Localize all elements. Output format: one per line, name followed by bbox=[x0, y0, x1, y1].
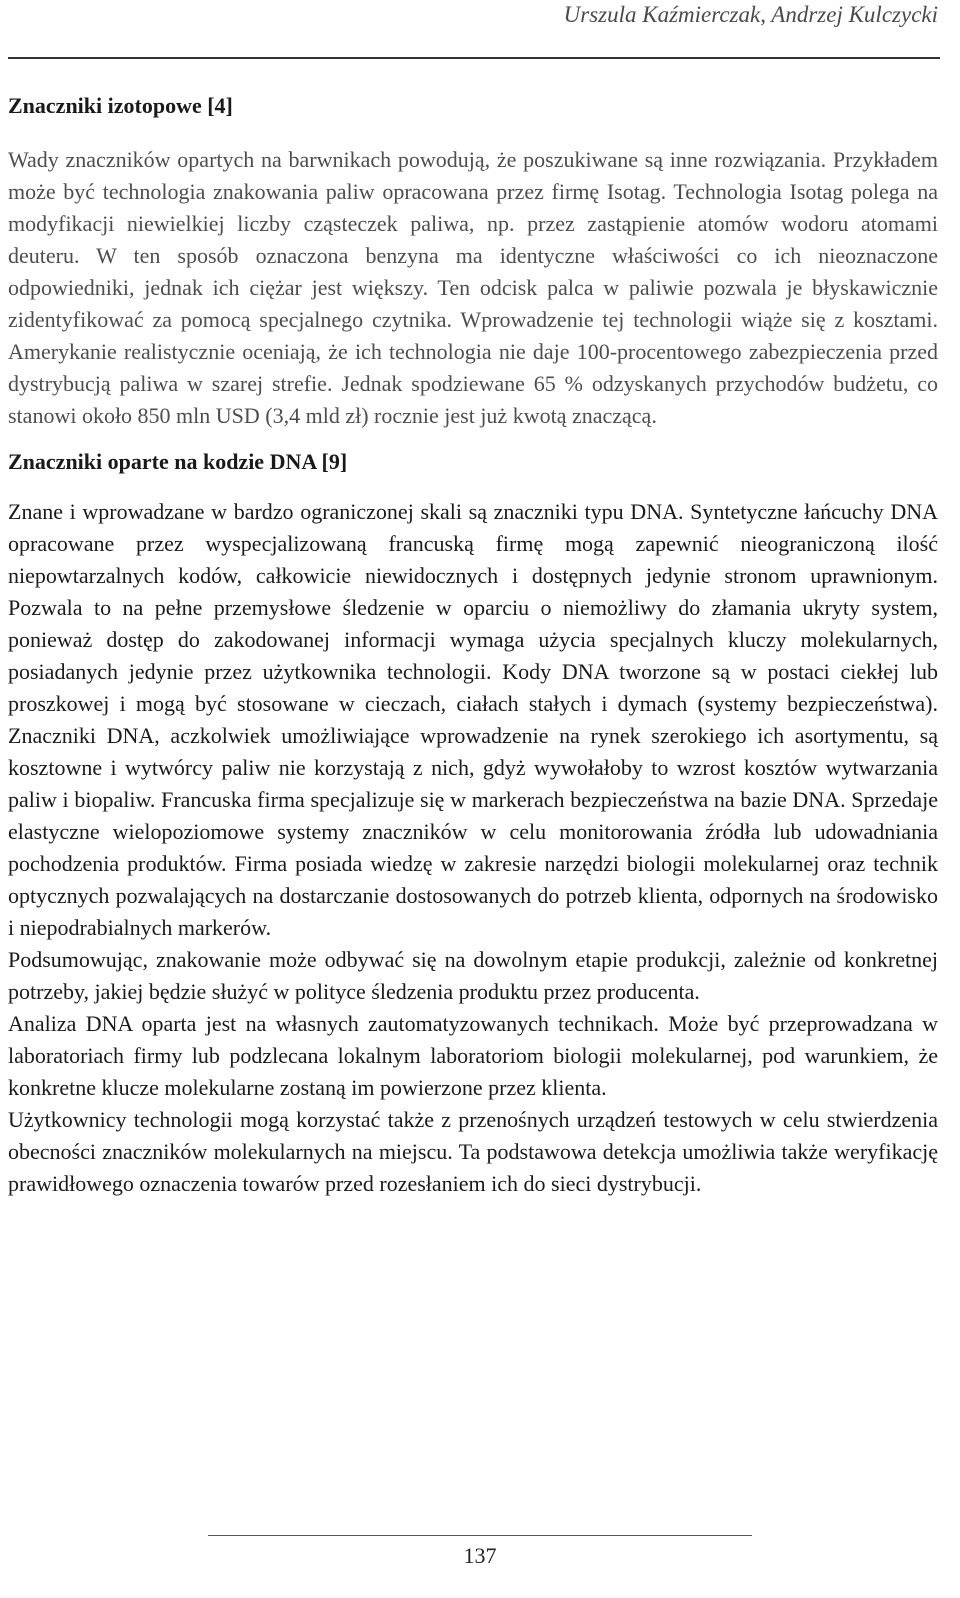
paragraph-dna-markers-4: Użytkownicy technologii mogą korzystać także z przenośnych urządzeń testowych w celu stwierdzenia obecności znaczników molekularnych na miejscu. Ta podstawowa detekcja umożliwia także weryfikację prawidłowego oznaczenia towarów przed rozesłaniem ich do sieci dystrybucji. bbox=[8, 1107, 938, 1196]
running-header-authors: Urszula Kaźmierczak, Andrzej Kulczycki bbox=[563, 2, 938, 27]
paragraph-dna-markers-1: Znane i wprowadzane w bardzo ograniczonej skali są znaczniki typu DNA. Syntetyczne łańcuchy DNA opracowane przez wyspecjalizowaną francuską firmę mogą zapewnić nieograniczoną ilość niepowtarzalnych kodów, całkowicie niewidocznych i dostępnych jedynie stronom uprawnionym. Pozwala to na pełne przemysłowe śledzenie w oparciu o niemożliwy do złamania ukryty system, ponieważ dostęp do zakodowanej informacji wymaga użycia specjalnych kluczy molekularnych, posiadanych jedynie przez użytkownika technologii. Kody DNA tworzone są w postaci ciekłej lub proszkowej i mogą być stosowane w cieczach, ciałach stałych i dymach (systemy bezpieczeństwa). Znaczniki DNA, aczkolwiek umożliwiające wprowadzenie na rynek szerokiego ich asortymentu, są kosztowne i wytwórcy paliw nie korzystają z nich, gdyż wywołałoby to wzrost kosztów wytwarzania paliw i biopaliw. Francuska firma specjalizuje się w markerach bezpieczeństwa na bazie DNA. Sprzedaje elastyczne wielopoziomowe systemy znaczników w celu monitorowania źródła lub udowadniania pochodzenia produktów. Firma posiada wiedzę w zakresie narzędzi biologii molekularnej oraz technik optycznych pozwalających na dostarczanie dostosowanych do potrzeb klienta, odpornych na środowisko i niepodrabialnych markerów. bbox=[8, 499, 938, 940]
page-body bbox=[8, 90, 938, 1200]
paragraph-dna-markers-2: Podsumowując, znakowanie może odbywać się na dowolnym etapie produkcji, zależnie od konkretnej potrzeby, jakiej będzie służyć w polityce śledzenia produktu przez producenta. bbox=[8, 947, 938, 1004]
section-title-dna-markers: Znaczniki oparte na kodzie DNA [9] bbox=[8, 449, 348, 474]
header-divider bbox=[8, 57, 940, 59]
footer-divider bbox=[208, 1535, 752, 1536]
section-title-isotope-markers: Znaczniki izotopowe [4] bbox=[8, 93, 233, 118]
paragraph-isotope-markers: Wady znaczników opartych na barwnikach powodują, że poszukiwane są inne rozwiązania. Przykładem może być technologia znakowania paliw opracowana przez firmę Isotag. Technologia Isotag polega na modyfikacji niewielkiej liczby cząsteczek paliwa, np. przez zastąpienie atomów wodoru atomami deuteru. W ten sposób oznaczona benzyna ma identyczne właściwości co ich nieoznaczone odpowiedniki, jednak ich ciężar jest większy. Ten odcisk palca w paliwie pozwala je błyskawicznie zidentyfikować za pomocą specjalnego czytnika. Wprowadzenie tej technologii wiąże się z kosztami. Amerykanie realistycznie oceniają, że ich technologia nie daje 100-procentowego zabezpieczenia przed dystrybucją paliwa w szarej strefie. Jednak spodziewane 65 % odzyskanych przychodów budżetu, co stanowi około 850 mln USD (3,4 mld zł) rocznie jest już kwotą znaczącą. bbox=[8, 147, 938, 428]
paragraph-dna-markers-3: Analiza DNA oparta jest na własnych zautomatyzowanych technikach. Może być przeprowadzana w laboratoriach firmy lub podzlecana lokalnym laboratoriom biologii molekularnej, pod warunkiem, że konkretne klucze molekularne zostaną im powierzone przez klienta. bbox=[8, 1011, 938, 1100]
page-number: 137 bbox=[463, 1543, 497, 1568]
